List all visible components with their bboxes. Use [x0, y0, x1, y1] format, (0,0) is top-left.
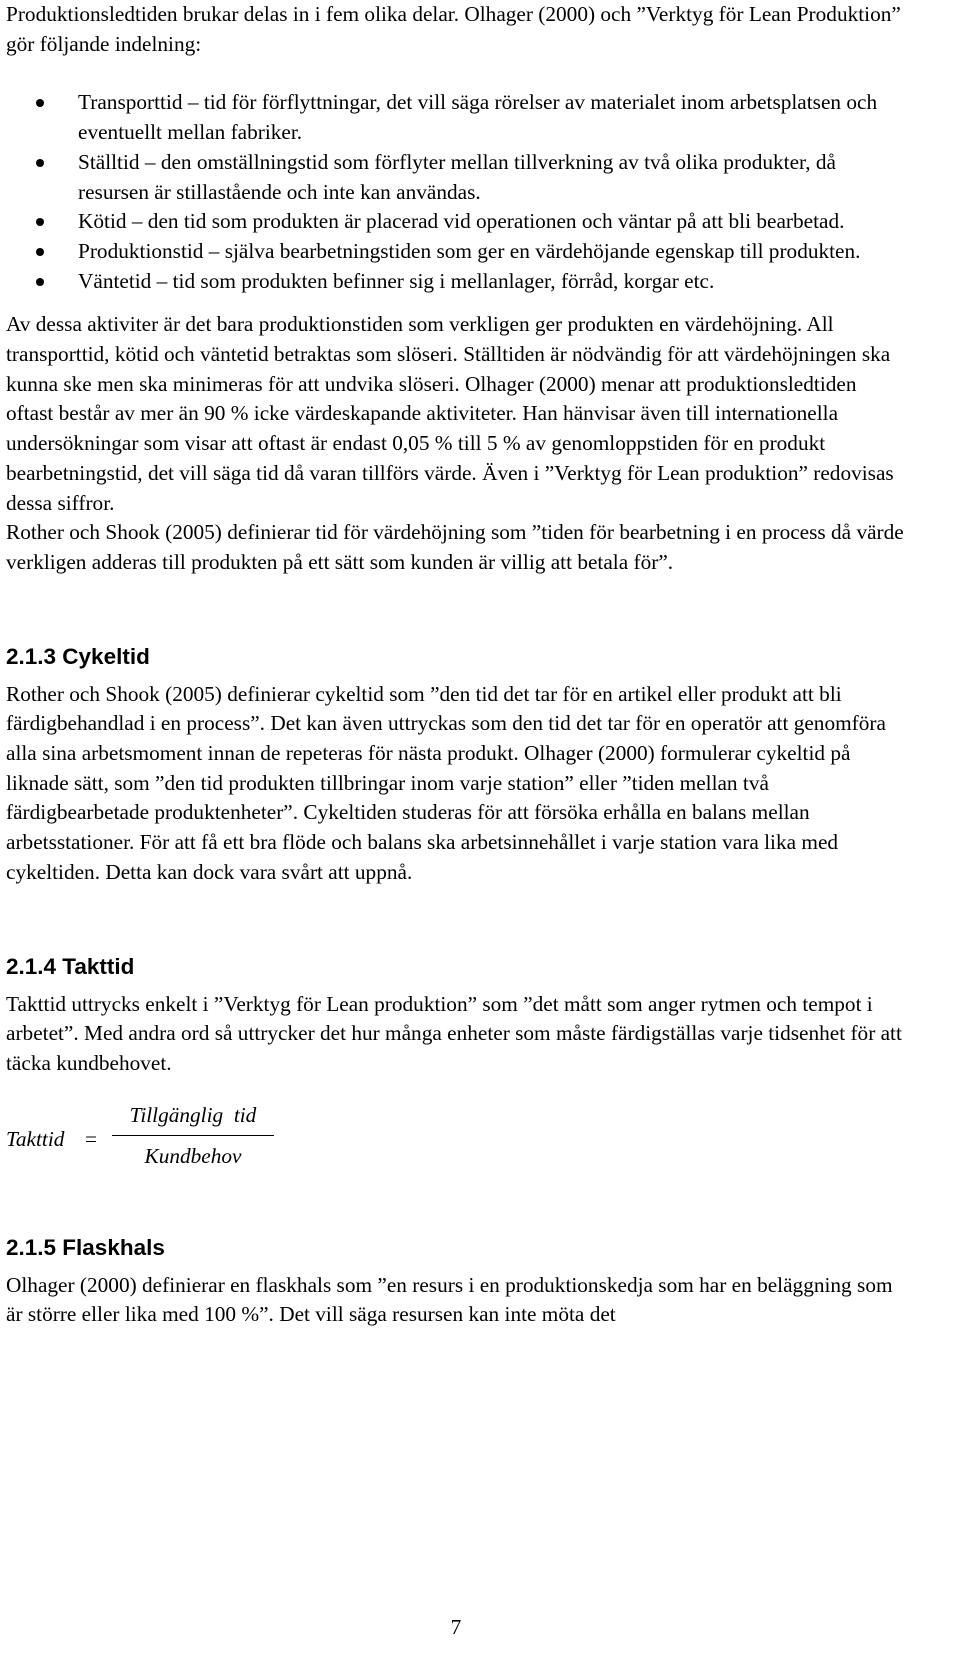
- formula-lhs: Takttid: [6, 1126, 65, 1151]
- formula-equals: =: [85, 1126, 98, 1151]
- list-item: [6, 237, 906, 267]
- intro-paragraph: Produktionsledtiden brukar delas in i fem olika delar. Olhager (2000) och ”Verktyg för Lean Produktion” gör följande indelning:: [6, 2, 901, 56]
- bullet-icon: [36, 159, 44, 167]
- document-page: [6, 0, 906, 1330]
- time-components-list: [6, 88, 906, 296]
- bullet-icon: [36, 278, 44, 286]
- list-item: [6, 267, 906, 297]
- fraction-bar: [112, 1135, 274, 1136]
- list-item-text: Transporttid – tid för förflyttningar, det vill säga rörelser av materialet inom arbetsplatsen och eventuellt mellan fabriker.: [78, 90, 878, 145]
- cykeltid-heading: 2.1.3 Cykeltid: [6, 643, 150, 669]
- takttid-heading: 2.1.4 Takttid: [6, 953, 135, 979]
- bullet-icon: [36, 248, 44, 256]
- list-item-text: Produktionstid – själva bearbetningstiden som ger en värdehöjande egenskap till produkten.: [78, 238, 861, 263]
- list-item: [6, 88, 906, 147]
- list-item: [6, 148, 906, 207]
- cykeltid-paragraph: Rother och Shook (2005) definierar cykeltid som ”den tid det tar för en artikel eller produkt att bli färdigbehandlad i en process”. Det kan även uttryckas som den tid det tar för en operatör att genomföra alla sina arbetsmoment innan de repeteras för nästa produkt. Olhager (2000) formulerar cykeltid på liknade sätt, som ”den tid produkten tillbringar inom varje station” eller ”tiden mellan två färdigbearbetade produktenheter”. Cykeltiden studeras för att försöka erhålla en balans mellan arbetsstationer. För att få ett bra flöde och balans ska arbetsinnehållet i varje station vara lika med cykeltiden. Detta kan dock vara svårt att uppnå.: [6, 681, 886, 884]
- formula-numerator: Tillgänglig tid: [129, 1102, 257, 1127]
- flaskhals-paragraph: Olhager (2000) definierar en flaskhals som ”en resurs i en produktionskedja som har en beläggning som är större eller lika med 100 %”. Det vill säga resursen kan inte möta det: [6, 1272, 893, 1327]
- list-item-text: Kötid – den tid som produkten är placerad vid operationen och väntar på att bli bearbetad.: [78, 209, 845, 234]
- list-item-text: Ställtid – den omställningstid som förflyter mellan tillverkning av två olika produkter, då resursen är stillastående och inte kan användas.: [78, 149, 837, 204]
- list-item-text: Väntetid – tid som produkten befinner sig i mellanlager, förråd, korgar etc.: [78, 268, 715, 293]
- bullet-icon: [36, 218, 44, 226]
- formula-fraction: [112, 1101, 274, 1170]
- rother-shook-paragraph: Rother och Shook (2005) definierar tid för värdehöjning som ”tiden för bearbetning i en process då värde verkligen adderas till produkten på ett sätt som kunden är villig att betala för”.: [6, 520, 904, 574]
- flaskhals-heading: 2.1.5 Flaskhals: [6, 1234, 165, 1260]
- takttid-paragraph: Takttid uttrycks enkelt i ”Verktyg för Lean produktion” som ”det mått som anger rytmen och tempot i arbetet”. Med andra ord så uttrycker det hur många enheter som måste färdigställas varje tidsenhet för att täcka kundbehovet.: [6, 991, 902, 1075]
- formula-denominator: Kundbehov: [144, 1143, 242, 1168]
- value-adding-paragraph: Av dessa aktiviter är det bara produktionstiden som verkligen ger produkten en värdehöjning. All transporttid, kötid och väntetid betraktas som slöseri. Ställtiden är nödvändig för att värdehöjningen ska kunna ske men ska minimeras för att undvika slöseri. Olhager (2000) menar att produktionsledtiden oftast består av mer än 90 % icke värdeskapande aktiviteter. Han hänvisar även till internationella undersökningar som visar att oftast är endast 0,05 % till 5 % av genomloppstiden för en produkt bearbetningstid, det vill säga tid då varan tillförs värde. Även i ”Verktyg för Lean produktion” redovisas dessa siffror.: [6, 312, 894, 515]
- page-number: 7: [450, 1615, 462, 1639]
- takttid-formula: [6, 1101, 906, 1193]
- bullet-icon: [36, 99, 44, 107]
- list-item: [6, 207, 906, 237]
